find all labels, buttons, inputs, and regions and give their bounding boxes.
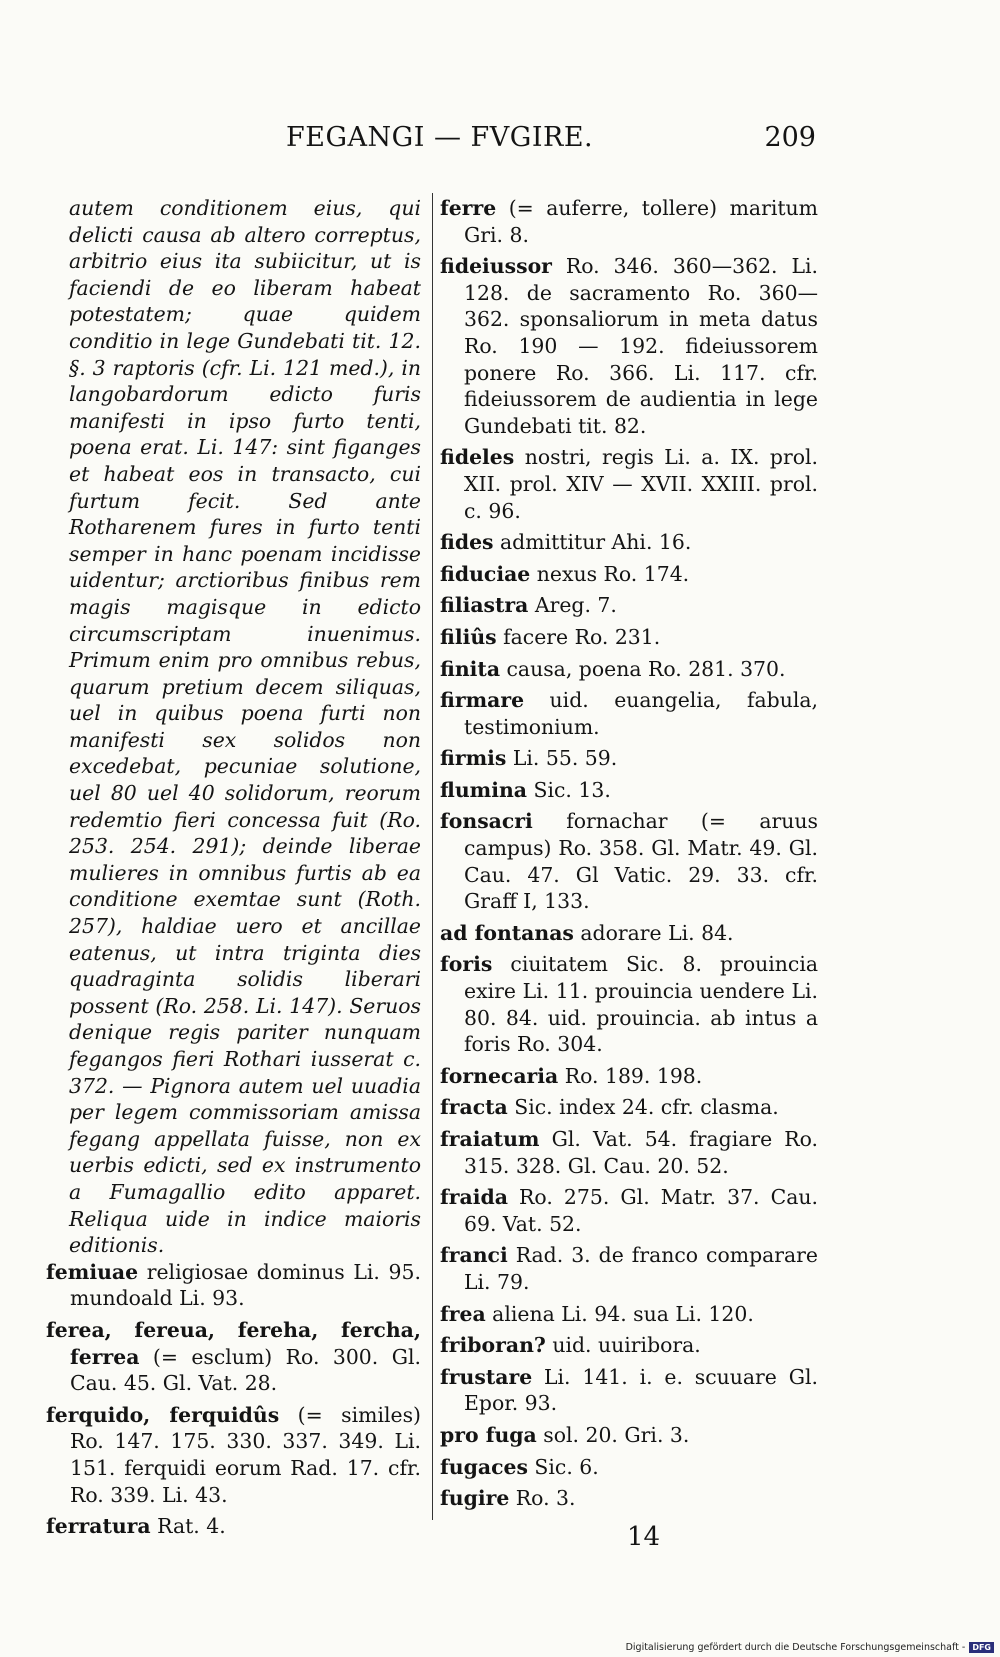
index-entry: [440, 253, 818, 439]
right-entries: [440, 195, 818, 1512]
entry-text: Sic. index 24. cfr. clasma.: [507, 1095, 779, 1120]
index-entry: [440, 1094, 818, 1121]
entry-headword: fideiussor: [440, 254, 552, 279]
entry-text: (= similes) Ro. 147. 175. 330. 337. 349. Li. 151. ferquidi eorum Rad. 17. cfr. Ro. 339. Li. 43.: [70, 1402, 421, 1507]
index-entry: [440, 951, 818, 1057]
entry-text: sol. 20. Gri. 3.: [536, 1422, 690, 1447]
entry-headword: ferquido, ferquidûs: [46, 1402, 280, 1427]
entry-headword: fornecaria: [440, 1063, 559, 1088]
entry-headword: ferratura: [46, 1514, 151, 1539]
entry-headword: fugaces: [440, 1454, 528, 1479]
index-entry: [46, 1317, 421, 1397]
entry-headword: foris: [440, 952, 493, 977]
index-entry: [440, 1301, 818, 1328]
index-entry: [440, 1422, 818, 1449]
index-entry: [440, 1242, 818, 1295]
entry-headword: fiduciae: [440, 561, 531, 586]
entry-headword: filiûs: [440, 624, 497, 649]
continuation-paragraph: autem conditionem eius, qui delicti causa ab altero correptus, arbitrio eius ita subiicitur, ut is faciendi de eo liberam habeat potestatem; quae quidem conditio in lege Gundebati tit. 12. §. 3 raptoris (cfr. Li. 121 med.), in langobardorum edicto furis manifesti in ipso furto tenti, poena erat. Li. 147: sint figanges et habeat eos in transacto, cui furtum fecit. Sed ante Rotharenem fures in furto tenti semper in hanc poenam incidisse uidentur; arctioribus finibus rem magis magisque in edicto circumscriptam inuenimus. Primum enim pro omnibus rebus, quarum pretium decem siliquas, uel in quibus poena furti non manifesti sex solidos non excedebat, pecuniae solutione, uel 80 uel 40 solidorum, reorum redemtio fieri concessa fuit (Ro. 253. 254. 291); deinde liberae mulieres in omnibus furtis ab ea conditione exemtae sunt (Roth. 257), haldiae uero et ancillae eatenus, ut intra triginta dies quadraginta solidis liberari possent (Ro. 258. Li. 147). Seruos denique regis pariter nunquam fegangos fieri Rothari iusserat c. 372. — Pignora autem uel uuadia per legem commissoriam amissa fegang appellata fuisse, non ex uerbis edicti, sed ex instrumento a Fumagallio edito apparet. Reliqua uide in indice maioris editionis.: [69, 196, 421, 1258]
entry-headword: friboran?: [440, 1333, 546, 1358]
dfg-logo: DFG: [969, 1642, 994, 1653]
entry-text: uid. uuiribora.: [545, 1333, 701, 1358]
entry-headword: firmare: [440, 688, 525, 713]
index-entry: [440, 1485, 818, 1512]
entry-headword: filiastra: [440, 593, 529, 618]
entry-text: Ro. 346. 360—362. Li. 128. de sacramento Ro. 360—362. sponsaliorum in meta datus Ro. 190 — 192. fideiussorem ponere Ro. 366. Li. 117. cfr. fideiussorem de audientia in lege Gundebati tit. 82.: [464, 254, 818, 438]
entry-headword: fonsacri: [440, 809, 533, 834]
index-entry: [440, 777, 818, 804]
entry-text: Ro. 3.: [509, 1486, 576, 1511]
entry-text: religiosae dominus Li. 95. mundoald Li. 93.: [70, 1259, 421, 1311]
entry-text: fornachar (= aruus campus) Ro. 358. Gl. Matr. 49. Gl. Cau. 47. Gl Vatic. 29. 33. cfr. Graff I, 133.: [464, 809, 818, 914]
entry-headword: fugire: [440, 1486, 510, 1511]
index-entry: [440, 1454, 818, 1481]
page-header: [46, 122, 816, 162]
entry-headword: frea: [440, 1301, 486, 1326]
entry-text: (= esclum) Ro. 300. Gl. Cau. 45. Gl. Vat. 28.: [70, 1344, 421, 1396]
entry-headword: franci: [440, 1243, 508, 1268]
entry-text: (= auferre, tollere) maritum Gri. 8.: [464, 196, 818, 247]
entry-headword: femiuae: [46, 1259, 139, 1284]
signature-mark: 14: [627, 1522, 661, 1552]
entry-headword: fraiatum: [440, 1127, 540, 1151]
entry-text: nostri, regis Li. a. IX. prol. XII. prol. XIV — XVII. XXIII. prol. c. 96.: [464, 445, 818, 523]
entry-text: nexus Ro. 174.: [530, 561, 690, 586]
entry-headword: finita: [440, 656, 501, 681]
index-entry: [440, 745, 818, 772]
index-entry: [440, 1063, 818, 1090]
entry-headword: frustare: [440, 1364, 533, 1389]
page-number: 209: [764, 122, 816, 153]
entry-text: causa, poena Ro. 281. 370.: [500, 656, 786, 681]
index-entry: [440, 592, 818, 619]
index-entry: [440, 687, 818, 740]
entry-text: Gl. Vat. 54. fragiare Ro. 315. 328. Gl. Cau. 20. 52.: [464, 1127, 818, 1178]
entry-text: Areg. 7.: [528, 593, 617, 618]
entry-text: ciuitatem Sic. 8. prouincia exire Li. 11. prouincia uendere Li. 80. 84. uid. prouincia. ab intus a foris Ro. 304.: [464, 952, 818, 1057]
entry-text: admittitur Ahi. 16.: [493, 530, 692, 555]
entry-text: Rad. 3. de franco comparare Li. 79.: [464, 1243, 818, 1294]
index-entry: [46, 1259, 421, 1312]
entry-headword: fides: [440, 530, 494, 555]
entry-text: Li. 55. 59.: [506, 746, 618, 771]
index-entry: [46, 1402, 421, 1508]
entry-text: adorare Li. 84.: [573, 920, 734, 945]
entry-text: Rat. 4.: [150, 1514, 226, 1539]
index-entry: [46, 1513, 421, 1540]
entry-text: facere Ro. 231.: [496, 624, 661, 649]
entry-text: Ro. 275. Gl. Matr. 37. Cau. 69. Vat. 52.: [464, 1185, 818, 1236]
entry-headword: ferre: [440, 196, 497, 220]
index-entry: [440, 1184, 818, 1237]
running-title: FEGANGI — FVGIRE.: [286, 122, 594, 153]
left-entries: [46, 1259, 421, 1540]
digitization-credit: [626, 1642, 994, 1653]
entry-text: Li. 141. i. e. scuuare Gl. Epor. 93.: [464, 1364, 818, 1416]
index-entry: [440, 561, 818, 588]
entry-text: Sic. 13.: [527, 777, 611, 802]
index-entry: [440, 195, 818, 248]
index-entry: [440, 1332, 818, 1359]
entry-text: aliena Li. 94. sua Li. 120.: [485, 1301, 754, 1326]
entry-headword: pro fuga: [440, 1422, 537, 1447]
index-entry: [440, 1126, 818, 1179]
entry-headword: fracta: [440, 1095, 508, 1120]
entry-text: Sic. 6.: [527, 1454, 599, 1479]
index-entry: [440, 444, 818, 524]
index-entry: [440, 529, 818, 556]
right-column: [440, 195, 818, 1517]
column-divider: [432, 193, 433, 1520]
index-entry: [440, 656, 818, 683]
index-entry: [440, 920, 818, 947]
entry-headword: ad fontanas: [440, 920, 574, 945]
left-column: [46, 195, 421, 1545]
index-entry: [440, 624, 818, 651]
index-entry: [440, 808, 818, 914]
entry-text: uid. euangelia, fabula, testimonium.: [464, 688, 818, 739]
entry-headword: firmis: [440, 746, 507, 771]
index-entry: [440, 1364, 818, 1417]
entry-headword: ferea, fereua, fereha, fercha, ferrea: [46, 1317, 421, 1369]
entry-headword: fraida: [440, 1185, 508, 1210]
entry-text: Ro. 189. 198.: [558, 1063, 703, 1088]
credit-text: Digitalisierung gefördert durch die Deutsche Forschungsgemeinschaft -: [625, 1642, 966, 1653]
entry-headword: flumina: [440, 777, 528, 802]
entry-headword: fideles: [440, 445, 515, 470]
